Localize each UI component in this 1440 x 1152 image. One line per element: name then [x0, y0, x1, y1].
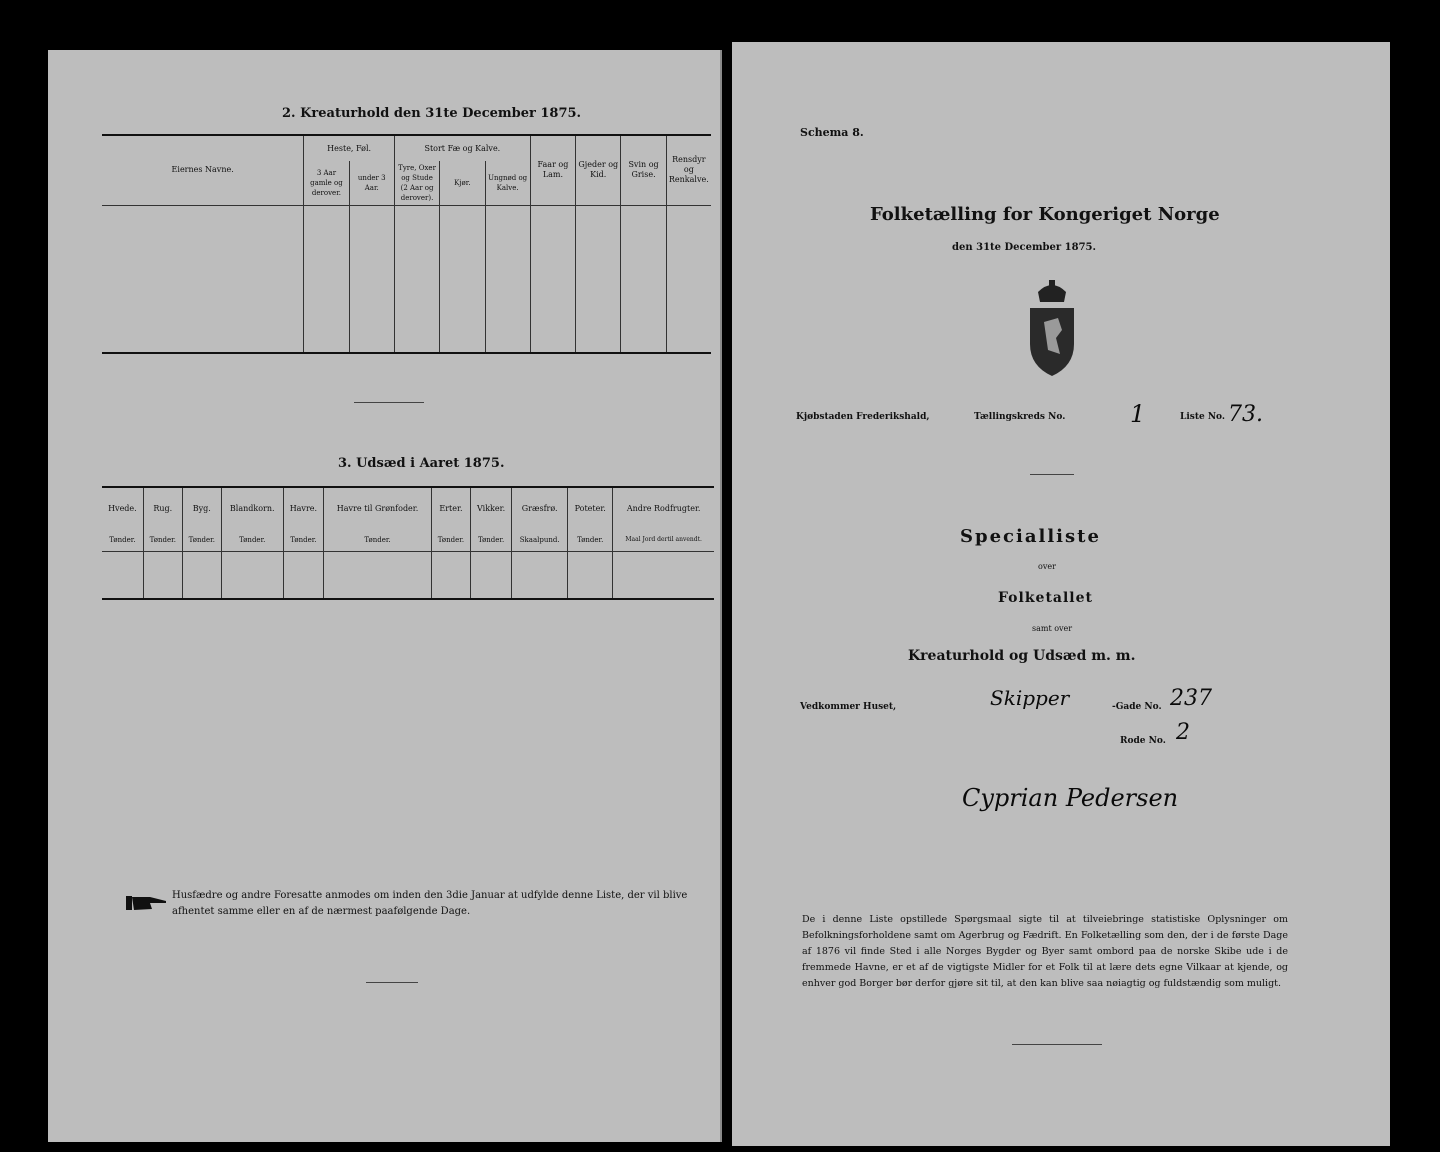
over-1: over: [1038, 562, 1056, 571]
t3-header-1: Rug.: [143, 487, 182, 529]
goats-header: Gjeder og Kid.: [576, 135, 621, 205]
t3-header-6: Erter.: [431, 487, 470, 529]
rode-value: 2: [1176, 720, 1190, 745]
divider-1: [1030, 474, 1074, 475]
table3-bottom-rule: [102, 598, 714, 600]
section3-title: 3. Udsæd i Aaret 1875.: [338, 456, 505, 471]
t3-header-7: Vikker.: [470, 487, 511, 529]
notice-text: Husfædre og andre Foresatte anmodes om inden den 3die Januar at udfylde denne Liste, der vil blive afhentet samme eller en af de nærmest paafølgende Dage.: [172, 890, 688, 917]
t3-unit-0: Tønder.: [102, 529, 143, 551]
huset-label: Vedkommer Huset,: [800, 702, 897, 712]
coat-of-arms: [1022, 278, 1082, 378]
t3-unit-1: Tønder.: [143, 529, 182, 551]
pointing-hand-icon: [126, 894, 168, 912]
t3-unit-7: Tønder.: [470, 529, 511, 551]
bulls-header: Tyre, Oxer og Stude (2 Aar og derover).: [394, 161, 439, 205]
liste-value: 73.: [1228, 402, 1263, 427]
t3-header-10: Andre Rodfrugter.: [613, 487, 714, 529]
liste-label: Liste No.: [1180, 412, 1226, 422]
right-page: [732, 42, 1390, 1146]
horses-adult-header: 3 Aar gamle og derover.: [304, 161, 349, 205]
t3-unit-5: Tønder.: [324, 529, 432, 551]
t3-unit-9: Tønder.: [568, 529, 613, 551]
horses-young-header: under 3 Aar.: [349, 161, 394, 205]
street-value: Skipper: [990, 686, 1070, 710]
samt-over: samt over: [1032, 624, 1073, 633]
horses-header: Heste, Føl.: [304, 135, 395, 161]
t3-unit-10: Maal Jord dertil anvendt.: [613, 529, 714, 551]
owners-header: Eiernes Navne.: [102, 135, 304, 205]
divider-2: [1012, 1044, 1102, 1045]
t3-header-3: Blandkorn.: [221, 487, 283, 529]
t3-header-0: Hvede.: [102, 487, 143, 529]
schema-label: Schema 8.: [800, 126, 864, 139]
t3-unit-4: Tønder.: [283, 529, 323, 551]
kreaturhold-line: Kreaturhold og Udsæd m. m.: [908, 648, 1136, 664]
reindeer-header: Rensdyr og Renkalve.: [666, 135, 711, 205]
livestock-table: [102, 134, 711, 354]
rode-label: Rode No.: [1120, 736, 1166, 746]
calves-header: Ungnød og Kalve.: [485, 161, 530, 205]
pigs-header: Svin og Grise.: [621, 135, 666, 205]
gade-label: -Gade No.: [1112, 702, 1162, 712]
kreds-label: Tællingskreds No.: [974, 412, 1066, 422]
left-page: [48, 50, 722, 1142]
t3-header-8: Græsfrø.: [512, 487, 568, 529]
cows-header: Kjør.: [440, 161, 485, 205]
main-title: Folketælling for Kongeriget Norge: [870, 204, 1220, 225]
table2-bottom-rule: [102, 352, 711, 354]
specialliste-title: Specialliste: [960, 526, 1101, 547]
t3-unit-2: Tønder.: [182, 529, 221, 551]
folketallet: Folketallet: [998, 590, 1093, 606]
cattle-header: Stort Fæ og Kalve.: [394, 135, 530, 161]
date-line: den 31te December 1875.: [952, 242, 1096, 253]
sowing-table: [102, 486, 714, 598]
t3-header-9: Poteter.: [568, 487, 613, 529]
t3-header-5: Havre til Grønfoder.: [324, 487, 432, 529]
footer-divider: [366, 982, 418, 983]
sheep-header: Faar og Lam.: [530, 135, 575, 205]
section2-title: 2. Kreaturhold den 31te December 1875.: [282, 106, 582, 121]
kjobstad-label: Kjøbstaden Frederikshald,: [796, 412, 930, 422]
gade-value: 237: [1170, 686, 1212, 711]
t3-unit-6: Tønder.: [431, 529, 470, 551]
kreds-value: 1: [1130, 400, 1146, 428]
signature: Cyprian Pedersen: [962, 784, 1179, 812]
t3-unit-3: Tønder.: [221, 529, 283, 551]
bottom-text: De i denne Liste opstillede Spørgsmaal sigte til at tilveiebringe statistiske Oplysninger om Befolkningsforholdene samt om Agerbrug og Fædrift. En Folketælling som den, der i de første Dage af 1876 vil finde Sted i alle Norges Bygder og Byer samt ombord paa de norske Skibe ude i de fremmede Havne, er et af de vigtigste Midler for et Folk til at lære dets egne Vilkaar at kjende, og enhver god Borger bør derfor gjøre sit til, at den kan blive saa nøiagtig og fuldstændig som muligt.: [802, 914, 1288, 989]
t3-header-4: Havre.: [283, 487, 323, 529]
divider: [354, 402, 424, 403]
t3-header-2: Byg.: [182, 487, 221, 529]
t3-unit-8: Skaalpund.: [512, 529, 568, 551]
